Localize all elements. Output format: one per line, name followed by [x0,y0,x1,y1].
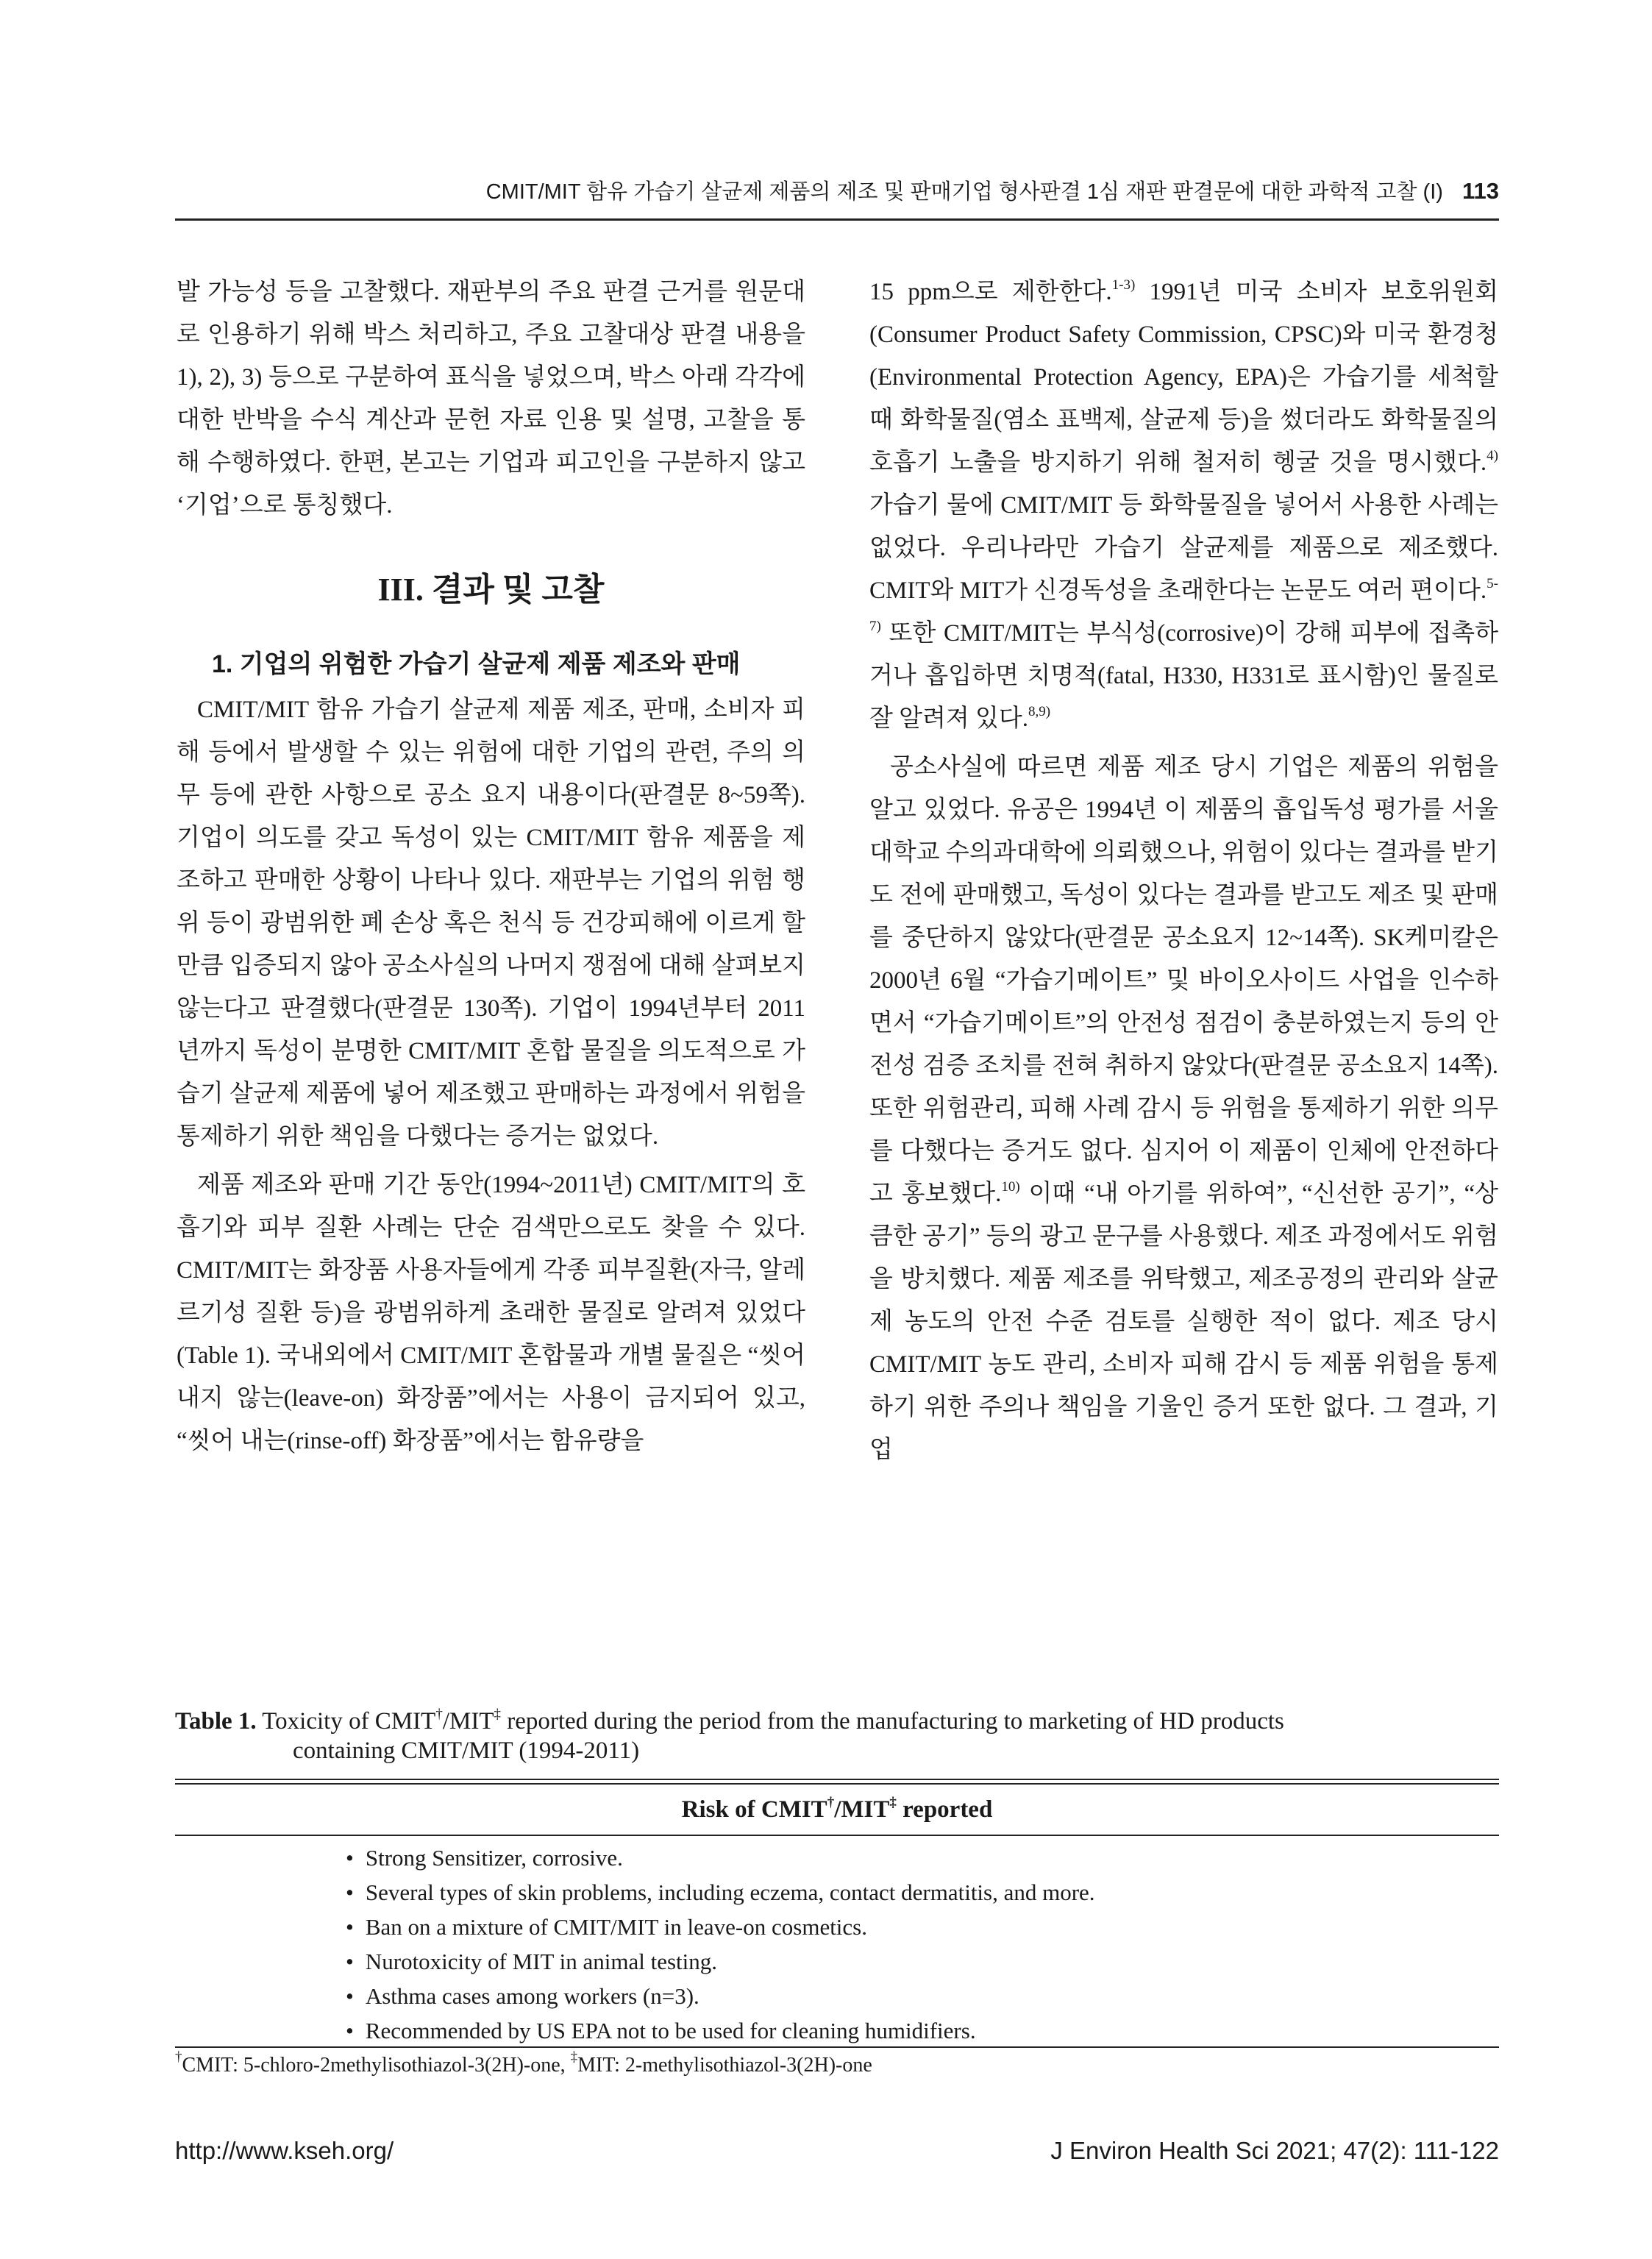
citation-ref: 1-3) [1111,277,1136,293]
right-paragraph-2 [869,746,1498,1471]
list-item: • Nurotoxicity of MIT in animal testing. [346,1944,1449,1979]
citation-ref: 10) [1001,1179,1020,1195]
header-text: reported [896,1796,993,1823]
table-caption [175,1707,1499,1765]
footnote-mark: ‡ [889,1795,897,1810]
list-item: • Recommended by US EPA not to be used for cleaning humidifiers. [346,2013,1449,2048]
page-number: 113 [1461,178,1499,204]
table-top-rule [175,1779,1499,1785]
caption-line-2: containing CMIT/MIT (1994-2011) [293,1737,640,1764]
table-label: Table 1. [175,1708,257,1735]
footer-citation: J Environ Health Sci 2021; 47(2): 111-122 [1050,2137,1499,2164]
footnote-mark: † [175,2049,182,2065]
list-item: • Several types of skin problems, including eczema, contact dermatitis, and more. [346,1875,1449,1910]
right-column [869,271,1498,1683]
table-footnote [175,2051,1499,2080]
caption-text: Toxicity of CMIT [256,1708,436,1735]
table-bottom-rule [175,2046,1499,2048]
citation-ref: 4) [1487,448,1498,463]
text-run: 이때 “내 아기를 위하여”, “신선한 공기”, “상큼한 공기” 등의 광고 문구를 사용했다. 제조 과정에서도 위험을 방치했다. 제품 제조를 위탁했고, 제조공정의 관리와 살균제 농도의 안전 수준 검토를 실행한 적이 없다. 제조 당시 CMIT/MIT 농도 관리, 소비자 피해 감시 등 제품 위험을 통제하기 위한 주의나 책임을 기울인 증거 또한 없다. 그 결과, 기업 [869,1181,1498,1463]
text-run: 공소사실에 따르면 제품 제조 당시 기업은 제품의 위험을 알고 있었다. 유공은 1994년 이 제품의 흡입독성 평가를 서울대학교 수의과대학에 의뢰했으나, 위험이 있다는 결과를 받기도 전에 판매했고, 독성이 있다는 결과를 받고도 제조 및 판매를 중단하지 않았다(판결문 공소요지 12~14쪽). SK케미칼은 2000년 6월 “가습기메이트” 및 바이오사이드 사업을 인수하면서 “가습기메이트”의 안전성 점검이 충분하였는지 등의 안전성 검증 조치를 전혀 취하지 않았다(판결문 공소요지 14쪽). 또한 위험관리, 피해 사례 감시 등 위험을 통제하기 위한 의무를 다했다는 증거도 없다. 심지어 이 제품이 인체에 안전하다고 홍보했다. [869,754,1498,1207]
text-run: 가습기 물에 CMIT/MIT 등 화학물질을 넣어서 사용한 사례는 없었다. 우리나라만 가습기 살균제를 제품으로 제조했다. CMIT와 MIT가 신경독성을 초래한다는 논문도 여러 편이다. [869,492,1498,604]
running-header [175,175,1499,218]
left-paragraph-2: CMIT/MIT 함유 가습기 살균제 제품 제조, 판매, 소비자 피해 등에서 발생할 수 있는 위험에 대한 기업의 관련, 주의 의무 등에 관한 사항으로 공소 요지 내용이다(판결문 8~59쪽). 기업이 의도를 갖고 독성이 있는 CMIT/MIT 함유 제품을 제조하고 판매한 상황이 나타나 있다. 재판부는 기업의 위험 행위 등이 광범위한 폐 손상 혹은 천식 등 건강피해에 이르게 할 만큼 입증되지 않아 공소사실의 나머지 쟁점에 대해 살펴보지 않는다고 판결했다(판결문 130쪽). 기업이 1994년부터 2011년까지 독성이 분명한 CMIT/MIT 혼합 물질을 의도적으로 가습기 살균제 제품에 넣어 제조했고 판매하는 과정에서 위험을 통제하기 위한 책임을 다했다는 증거는 없었다. [177,697,805,1150]
text-run: 또한 CMIT/MIT는 부식성(corrosive)이 강해 피부에 접촉하거나 흡입하면 치명적(fatal, H330, H331로 표시함)인 물질로 잘 알려져 있다. [869,620,1498,732]
footnote-mark: ‡ [570,2049,578,2065]
list-item: • Strong Sensitizer, corrosive. [346,1840,1449,1875]
footnote-mark: † [435,1707,443,1722]
running-title: CMIT/MIT 함유 가습기 살균제 제품의 제조 및 판매기업 형사판결 1심 재판 판결문에 대한 과학적 고찰 (I) [485,180,1443,204]
citation-ref: 8,9) [1028,704,1051,719]
table-header [175,1789,1499,1830]
subsection-heading: 1. 기업의 위험한 가습기 살균제 제품 제조와 판매 [212,650,741,678]
footer-url[interactable]: http://www.kseh.org/ [175,2137,394,2164]
list-item: • Ban on a mixture of CMIT/MIT in leave-on cosmetics. [346,1910,1449,1944]
text-run: 1991년 미국 소비자 보호위원회(Consumer Product Safety Commission, CPSC)와 미국 환경청(Environmental Protection Agency, EPA)은 가습기를 세척할 때 화학물질(염소 표백제, 살균제 등)을 썼더라도 화학물질의 호흡기 노출을 방지하기 위해 철저히 헹굴 것을 명시했다. [869,279,1498,476]
header-text: Risk of CMIT [681,1796,827,1823]
left-column [177,271,805,1683]
left-paragraph-1: 발 가능성 등을 고찰했다. 재판부의 주요 판결 근거를 원문대로 인용하기 위해 박스 처리하고, 주요 고찰대상 판결 내용을 1), 2), 3) 등으로 구분하여 표식을 넣었으며, 박스 아래 각각에 대한 반박을 수식 계산과 문헌 자료 인용 및 설명, 고찰을 통해 수행하였다. 한편, 본고는 기업과 피고인을 구분하지 않고 ‘기업’으로 통칭했다. [177,279,805,519]
table-header-rule [175,1835,1499,1836]
footnote-mark: † [827,1795,835,1810]
right-paragraph-1 [869,271,1498,740]
list-item: • Asthma cases among workers (n=3). [346,1979,1449,2013]
caption-text: /MIT [442,1708,494,1735]
citation-ref: 5-7) [869,576,1498,634]
header-text: /MIT [834,1796,890,1823]
footnote-text: CMIT: 5-chloro-2methylisothiazol-3(2H)-one, [182,2054,571,2077]
caption-text: reported during the period from the manufacturing to marketing of HD products [500,1708,1284,1735]
table-risk-list [346,1840,1449,2048]
section-heading: III. 결과 및 고찰 [377,572,605,608]
text-run: 15 ppm으로 제한한다. [869,279,1112,305]
footnote-mark: ‡ [494,1707,501,1722]
left-paragraph-3: 제품 제조와 판매 기간 동안(1994~2011년) CMIT/MIT의 호흡기와 피부 질환 사례는 단순 검색만으로도 찾을 수 있다. CMIT/MIT는 화장품 사용자들에게 각종 피부질환(자극, 알레르기성 질환 등)을 광범위하게 초래한 물질로 알려져 있었다(Table 1). 국내외에서 CMIT/MIT 혼합물과 개별 물질은 “씻어 내지 않는(leave-on) 화장품”에서는 사용이 금지되어 있고, “씻어 내는(rinse-off) 화장품”에서는 함유량을 [177,1172,805,1454]
footnote-text: MIT: 2-methylisothiazol-3(2H)-one [577,2054,872,2077]
header-rule [175,218,1499,221]
